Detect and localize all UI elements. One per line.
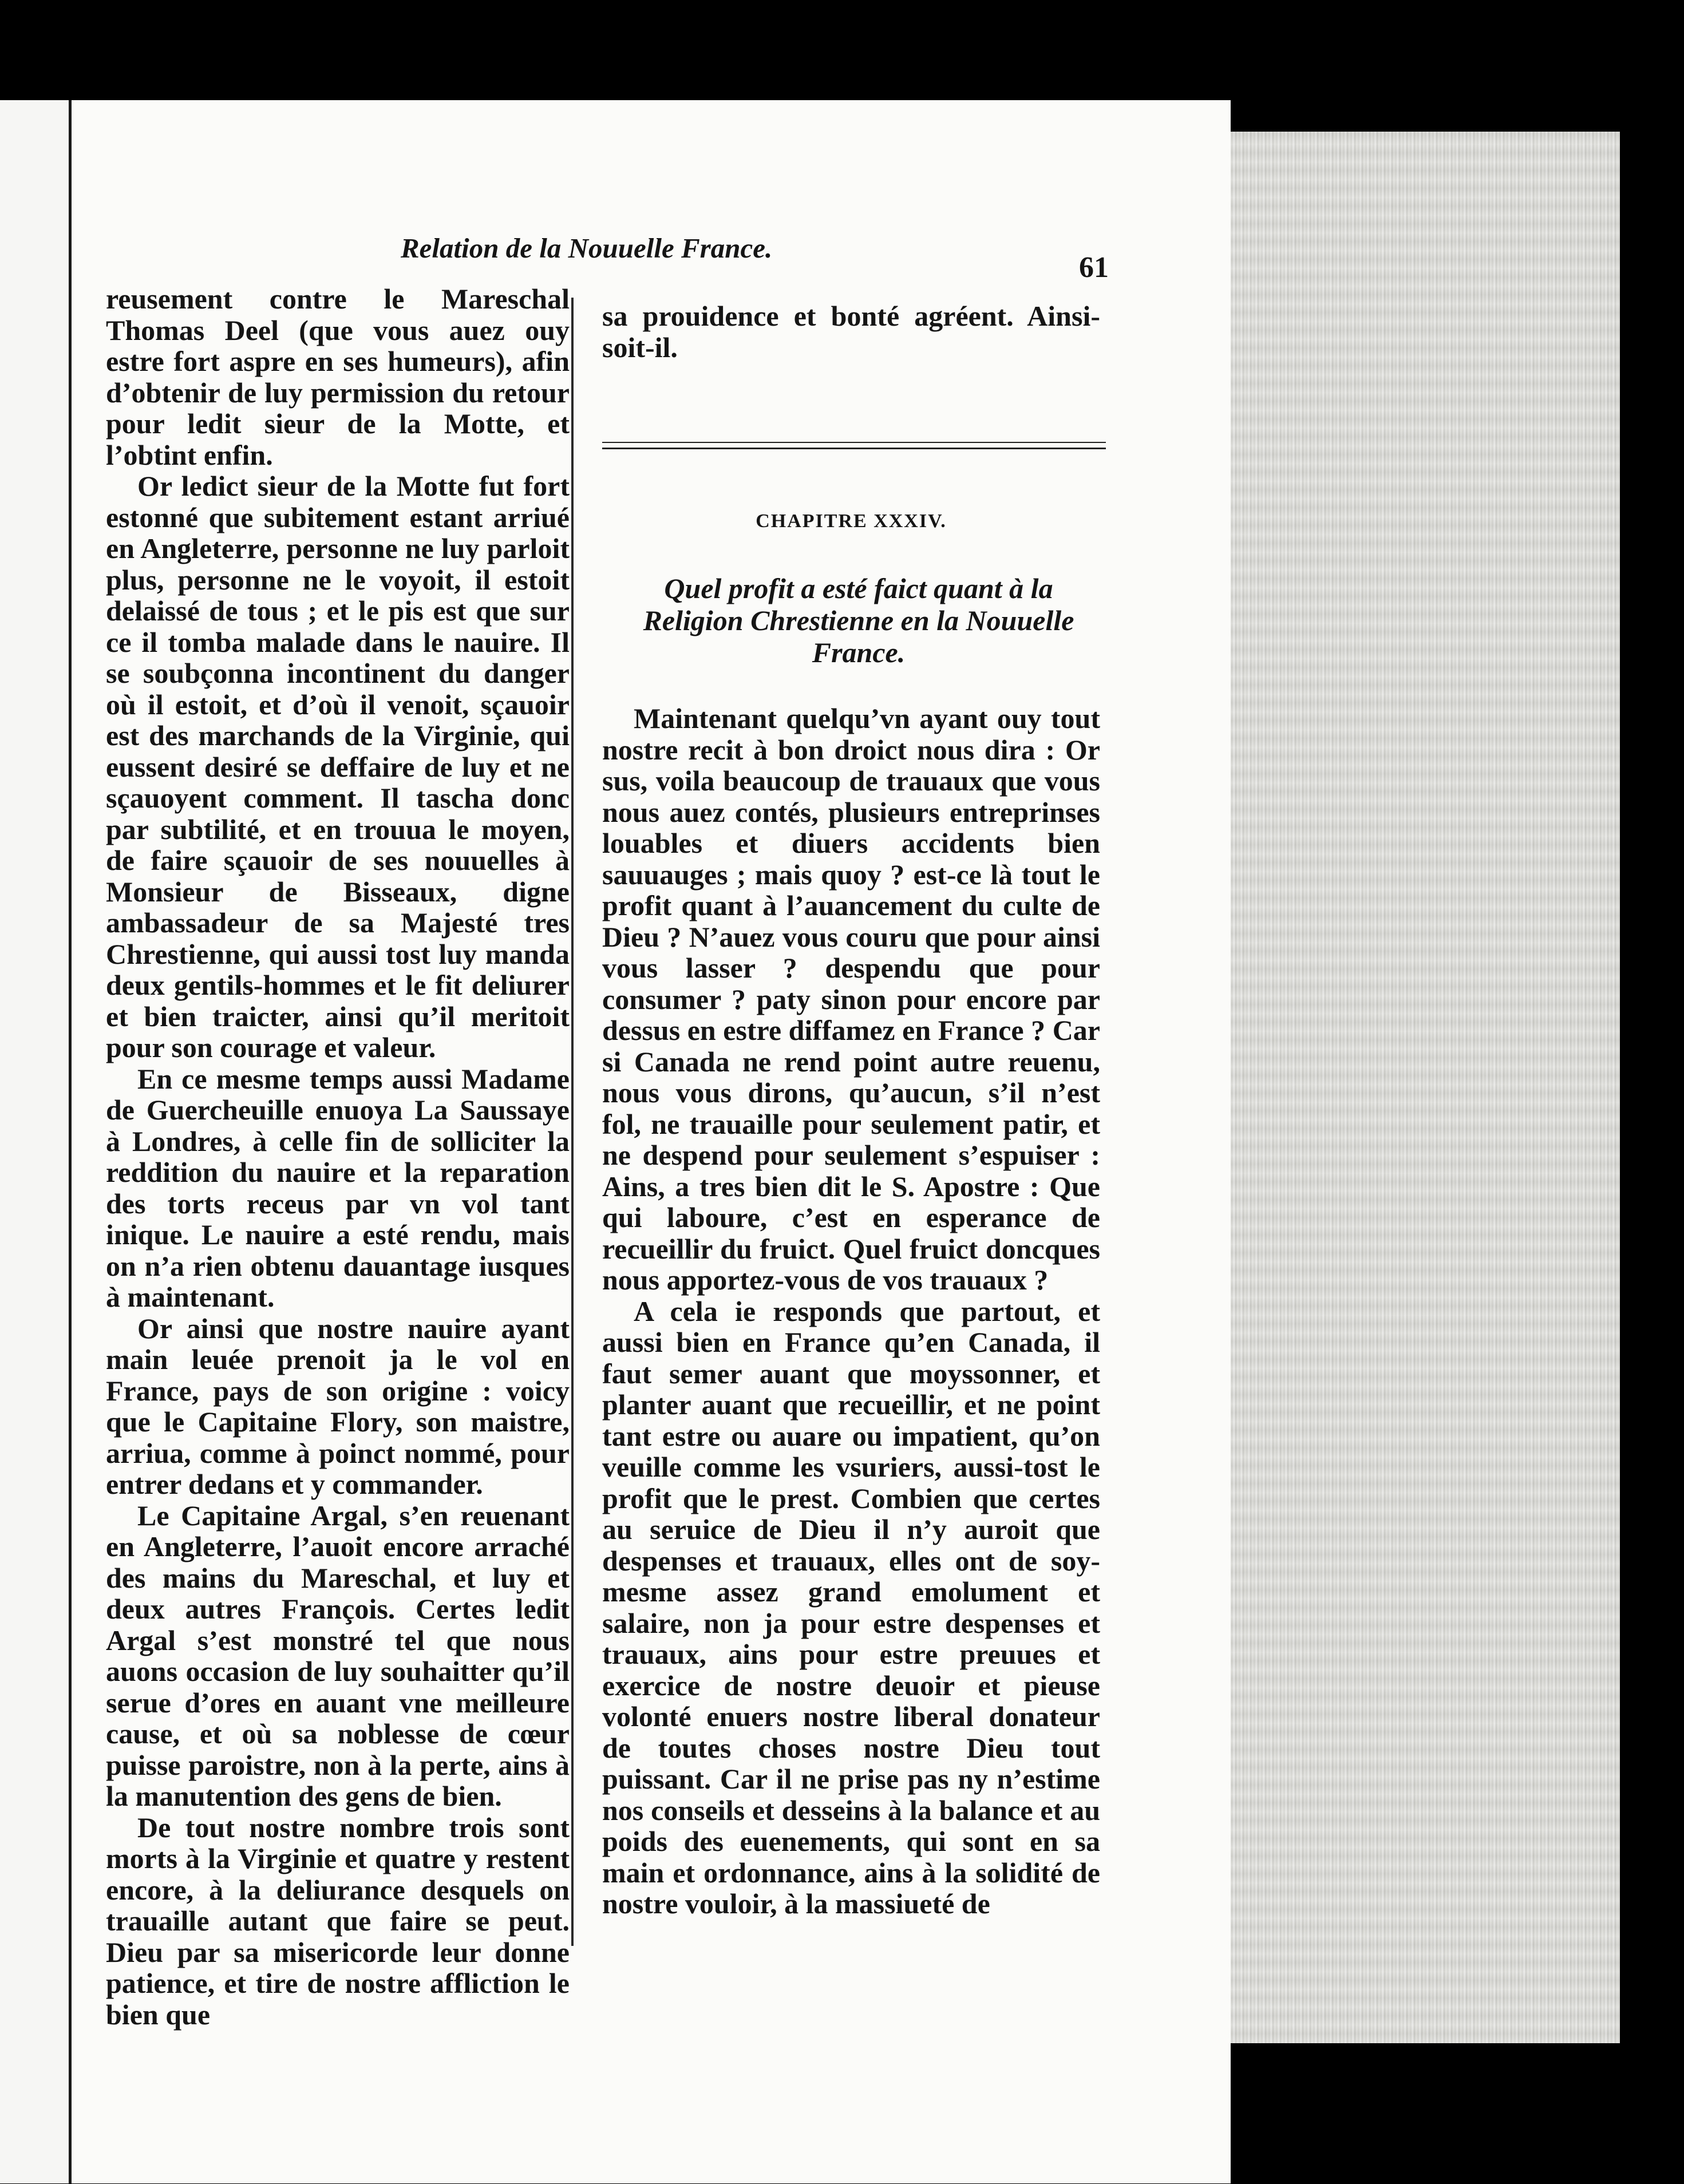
column-divider (571, 298, 574, 1946)
paragraph: De tout nostre nombre trois sont morts à la Virginie et quatre y restent encore, à la deliurance desquels on trauaille autant que faire se peut. Dieu par sa misericorde leur donne patience, et tire de nostre affliction le bien que (106, 1811, 570, 2031)
paragraph: reusement contre le Mareschal Thomas Deel (que vous auez ouy estre fort aspre en ses humeurs), afin d’obtenir de luy permission du retour pour ledit sieur de la Motte, et l’obtint enfin. (106, 283, 570, 471)
chapter-heading: CHAPITRE XXXIV. (756, 511, 947, 532)
running-title: Relation de la Nouuelle France. (401, 232, 773, 264)
right-column-continuation (602, 300, 1100, 363)
page-stack-edge (1225, 132, 1620, 2043)
paragraph: A cela ie responds que partout, et aussi bien en France qu’en Canada, il faut semer auant que moyssonner, et planter auant que recueillir, et ne point tant estre ou auare ou impatient, qu’on veuille comme les vsuriers, aussi-tost le profit que le prest. Combien que certes au seruice de Dieu il n’y auroit que despenses et trauaux, elles ont de soy-mesme assez grand emolument et salaire, non ja pour estre despenses et trauaux, ains pour estre preuues et exercice de nostre deuoir et pieuse volonté enuers nostre liberal donateur de toutes choses nostre Dieu tout puissant. Car il ne prise pas ny n’estime nos conseils et desseins à la balance et au poids des euenements, qui sont en sa main et ordonnance, ains à la solidité de nostre vouloir, à la massiueté de (602, 1295, 1100, 1920)
paragraph: Le Capitaine Argal, s’en reuenant en Angleterre, l’auoit encore arraché des mains du Mareschal, et luy et deux autres François. Certes ledit Argal s’est monstré tel que nous auons occasion de luy souhaitter qu’il serue d’ores en auant vne meilleure cause, et où sa noblesse de cœur puisse paroistre, non à la perte, ains à la manutention des gens de bien. (106, 1499, 570, 1812)
left-text-column (106, 283, 570, 2030)
paragraph: sa prouidence et bonté agréent. Ainsi-soit-il. (602, 300, 1100, 363)
paragraph: Or ainsi que nostre nauire ayant main leuée prenoit ja le vol en France, pays de son origine : voicy que le Capitaine Flory, son maistre, arriua, comme à poinct nommé, pour entrer dedans et y commander. (106, 1312, 570, 1500)
paragraph: Maintenant quelqu’vn ayant ouy tout nostre recit à bon droict nous dira : Or sus, voila beaucoup de trauaux que vous nous auez contés, plusieurs entreprinses louables et diuers accidents bien sauuauges ; mais quoy ? est-ce là tout le profit quant à l’auancement du culte de Dieu ? N’auez vous couru que pour ainsi vous lasser ? despendu que pour consumer ? paty sinon pour encore par dessus en estre diffamez en France ? Car si Canada ne rend point autre reuenu, nous vous dirons, qu’aucun, s’il n’est fol, ne trauaille pour seulement patir, et ne despend pour seulement s’espuiser : Ains, a tres bien dit le S. Apostre : Que qui laboure, c’est en esperance de recueillir du fruict. Quel fruict doncques nous apportez-vous de vos trauaux ? (602, 702, 1100, 1296)
paragraph: Or ledict sieur de la Motte fut fort estonné que subitement estant arriué en Angleterre, personne ne luy parloit plus, personne ne le voyoit, il estoit delaissé de tous ; et le pis est que sur ce il tomba malade dans le nauire. Il se soubçonna incontinent du danger où il estoit, et d’où il venoit, sçauoir est des marchands de la Virginie, qui eussent desiré se deffaire de luy et ne sçauoyent comment. Il tascha donc par subtilité, et en trouua le moyen, de faire sçauoir de ses nouuelles à Monsieur de Bisseaux, digne ambassadeur de sa Majesté tres Chrestienne, qui aussi tost luy manda deux gentils-hommes et le fit deliurer et bien traicter, ainsi qu’il meritoit pour son courage et valeur. (106, 470, 570, 1063)
page-number: 61 (1079, 251, 1109, 284)
previous-page-edge (0, 100, 73, 2183)
chapter-title: Quel profit a esté faict quant à la Religion Chrestienne en la Nouuelle France. (643, 572, 1074, 668)
chapter-separator-rule (602, 442, 1106, 449)
right-text-column (602, 703, 1100, 1920)
paragraph: En ce mesme temps aussi Madame de Guercheuille enuoya La Saussaye à Londres, à celle fin de solliciter la reddition du nauire et la reparation des torts receus par vn vol tant inique. Le nauire a esté rendu, mais on n’a rien obtenu dauantage iusques à maintenant. (106, 1062, 570, 1313)
